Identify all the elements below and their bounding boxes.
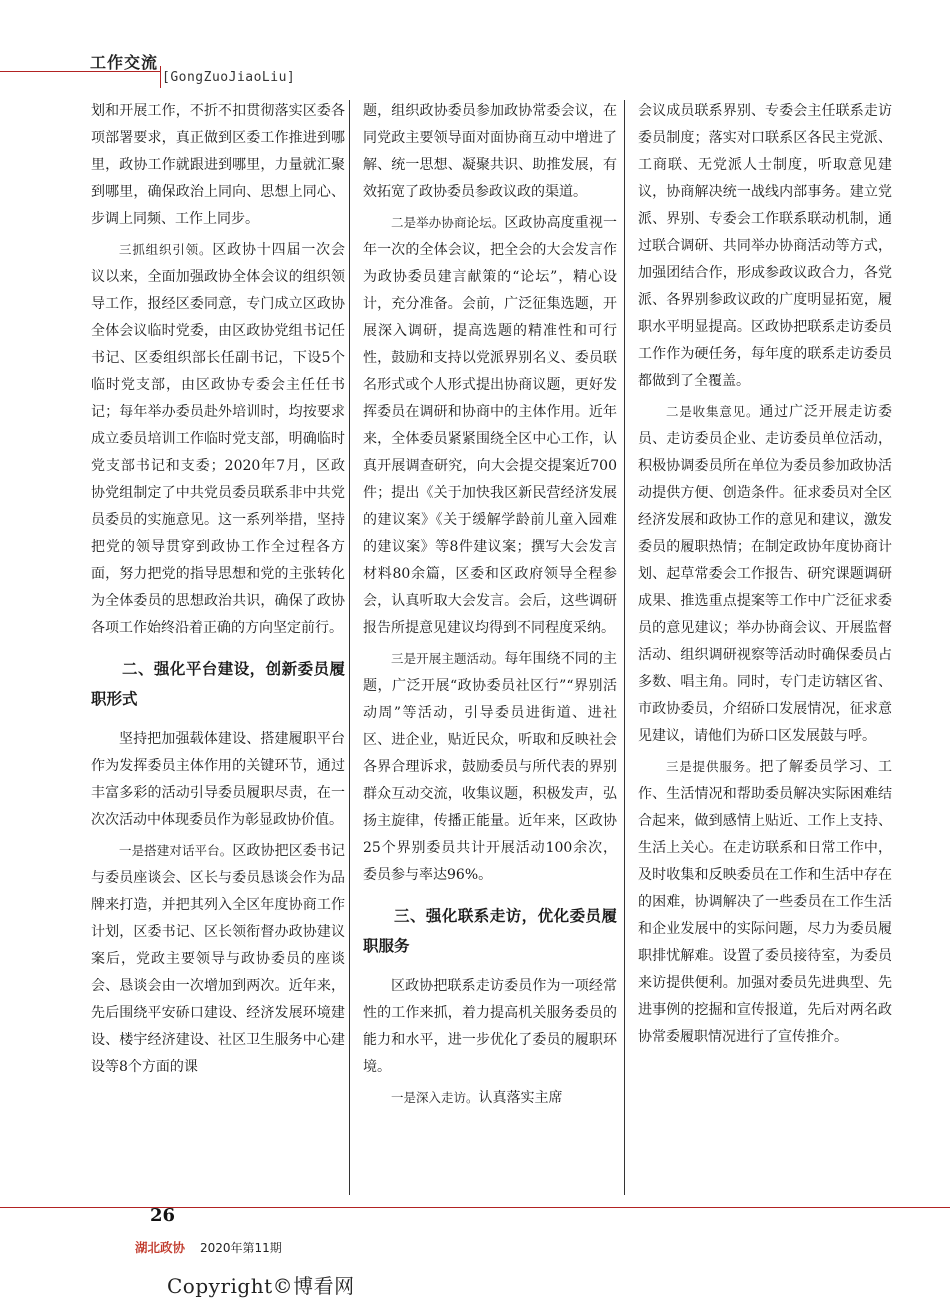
section-heading: 三、强化联系走访，优化委员履职服务 <box>363 907 617 955</box>
article-column-1 <box>91 98 345 1198</box>
paragraph-text: 认真落实主席 <box>478 1090 563 1106</box>
paragraph-text: 区政协把联系走访委员作为一项经常性的工作来抓，着力提高机关服务委员的能力和水平，进一步优化了委员的履职环境。 <box>363 978 617 1075</box>
paragraph-text: 每年围绕不同的主题，广泛开展“政协委员社区行”“界别活动周”等活动，引导委员进街道、进社区、进企业，贴近民众，听取和反映社会各界合理诉求，鼓励委员与所代表的界别群众互动交流，收集议题，积极发声，弘扬主旋律，传播正能量。近年来，区政协25个界别委员共计开展活动100余次，委员参与率达96%。 <box>363 651 617 883</box>
paragraph-text: 区政协十四届一次会议以来，全面加强政协全体会议的组织领导工作，报经区委同意，专门成立区政协全体会议临时党委，由区政协党组书记任书记、区委组织部长任副书记，下设5个临时党支部，由区政协专委会主任任书记；每年举办委员赴外培训时，均按要求成立委员培训工作临时党支部，明确临时党支部书记和支委；2020年7月，区政协党组制定了中共党员委员联系非中共党员委员的实施意见。这一系列举措，坚持把党的领导贯穿到政协工作全过程各方面，努力把党的指导思想和党的主张转化为全体委员的思想政治共识，确保了政协各项工作始终沿着正确的方向坚定前行。 <box>91 242 345 636</box>
article-column-3 <box>638 98 892 1198</box>
paragraph-lead: 一是深入走访。 <box>391 1090 479 1105</box>
body-paragraph <box>638 753 892 1051</box>
paragraph-text: 会议成员联系界别、专委会主任联系走访委员制度；落实对口联系区各民主党派、工商联、无党派人士制度，听取意见建议，协商解决统一战线内部事务。建立党派、界别、专委会工作联系联动机制，通过联合调研、共同举办协商活动等方式，加强团结合作，形成参政议政合力，各党派、各界别参政议政的广度明显拓宽，履职水平明显提高。区政协把联系走访委员工作作为硬任务，每年度的联系走访委员都做到了全覆盖。 <box>638 103 892 389</box>
paragraph-text: 区政协把区委书记与委员座谈会、区长与委员恳谈会作为品牌来打造，并把其列入全区年度协商工作计划，区委书记、区长领衔督办政协建议案后，党政主要领导与政协委员的座谈会、恳谈会由一次增加到两次。近年来，先后围绕平安硚口建设、经济发展环境建设、楼宇经济建设、社区卫生服务中心建设等8个方面的课 <box>91 843 345 1075</box>
column-divider <box>349 100 350 1195</box>
section-subtitle: [GongZuoJiaoLiu] <box>162 70 296 85</box>
body-paragraph <box>363 1084 617 1112</box>
section-title: 工作交流 <box>90 53 159 72</box>
paragraph-text: 把了解委员学习、工作、生活情况和帮助委员解决实际困难结合起来，做到感情上贴近、工作上支持、生活上关心。在走访联系和日常工作中，及时收集和反映委员在工作和生活中存在的困难，协调解决了一些委员在工作生活和企业发展中的实际问题，尽力为委员履职排忧解难。设置了委员接待室，为委员来访提供便利。加强对委员先进典型、先进事例的挖掘和宣传报道，先后对两名政协常委履职情况进行了宣传推介。 <box>638 759 892 1045</box>
column-divider <box>624 100 625 1195</box>
paragraph-lead: 三是开展主题活动。 <box>391 651 505 666</box>
issue-label: 2020年第11期 <box>200 1241 282 1255</box>
header-rule <box>0 71 160 72</box>
footer-rule <box>0 1207 950 1208</box>
paragraph-text: 划和开展工作，不折不扣贯彻落实区委各项部署要求，真正做到区委工作推进到哪里，政协工作就跟进到哪里，力量就汇聚到哪里，确保政治上同向、思想上同心、步调上同频、工作上同步。 <box>91 103 345 227</box>
body-paragraph <box>638 98 892 395</box>
paragraph-text: 坚持把加强载体建设、搭建履职平台作为发挥委员主体作用的关键环节，通过丰富多彩的活动引导委员履职尽责，在一次次活动中体现委员作为彰显政协价值。 <box>91 731 345 828</box>
page-number: 26 <box>150 1205 176 1226</box>
paragraph-lead: 一是搭建对话平台。 <box>119 843 233 858</box>
body-paragraph <box>363 209 617 642</box>
body-paragraph <box>638 398 892 750</box>
paragraph-text: 题，组织政协委员参加政协常委会议，在同党政主要领导面对面协商互动中增进了解、统一思想、凝聚共识、助推发展，有效拓宽了政协委员参政议政的渠道。 <box>363 103 617 200</box>
body-paragraph <box>91 98 345 233</box>
article-column-2 <box>363 98 617 1198</box>
paragraph-text: 区政协高度重视一年一次的全体会议，把全会的大会发言作为政协委员建言献策的“论坛”，精心设计，充分准备。会前，广泛征集选题，开展深入调研，提高选题的精准性和可行性，鼓励和支持以党派界别名义、委员联名形式或个人形式提出协商议题，更好发挥委员在调研和协商中的主体作用。近年来，全体委员紧紧围绕全区中心工作，认真开展调查研究，向大会提交提案近700件；提出《关于加快我区新民营经济发展的建议案》《关于缓解学龄前儿童入园难的建议案》等8件建议案；撰写大会发言材料80余篇，区委和区政府领导全程参会，认真听取大会发言。会后，这些调研报告所提意见建议均得到不同程度采纳。 <box>363 215 617 636</box>
body-paragraph <box>91 726 345 834</box>
copyright-notice: Copyright©博看网 <box>167 1274 355 1298</box>
paragraph-lead: 二是举办协商论坛。 <box>391 215 505 230</box>
body-paragraph <box>363 645 617 889</box>
paragraph-text: 通过广泛开展走访委员、走访委员企业、走访委员单位活动，积极协调委员所在单位为委员参加政协活动提供方便、创造条件。征求委员对全区经济发展和政协工作的意见和建议，激发委员的履职热情；在制定政协年度协商计划、起草常委会工作报告、研究课题调研成果、推选重点提案等工作中广泛征求委员的意见建议；举办协商会议、开展监督活动、组织调研视察等活动时确保委员占多数、唱主角。同时，专门走访辖区省、市政协委员，介绍硚口发展情况，征求意见建议，请他们为硚口区发展鼓与呼。 <box>638 404 892 744</box>
body-paragraph <box>363 973 617 1081</box>
journal-name: 湖北政协 <box>135 1240 186 1255</box>
paragraph-lead: 三是提供服务。 <box>666 759 760 774</box>
body-paragraph <box>91 236 345 642</box>
body-paragraph <box>363 98 617 206</box>
body-paragraph <box>91 837 345 1081</box>
header-divider <box>160 66 161 88</box>
paragraph-lead: 三抓组织引领。 <box>119 242 213 257</box>
section-heading: 二、强化平台建设，创新委员履职形式 <box>91 660 345 708</box>
paragraph-lead: 二是收集意见。 <box>666 404 760 419</box>
